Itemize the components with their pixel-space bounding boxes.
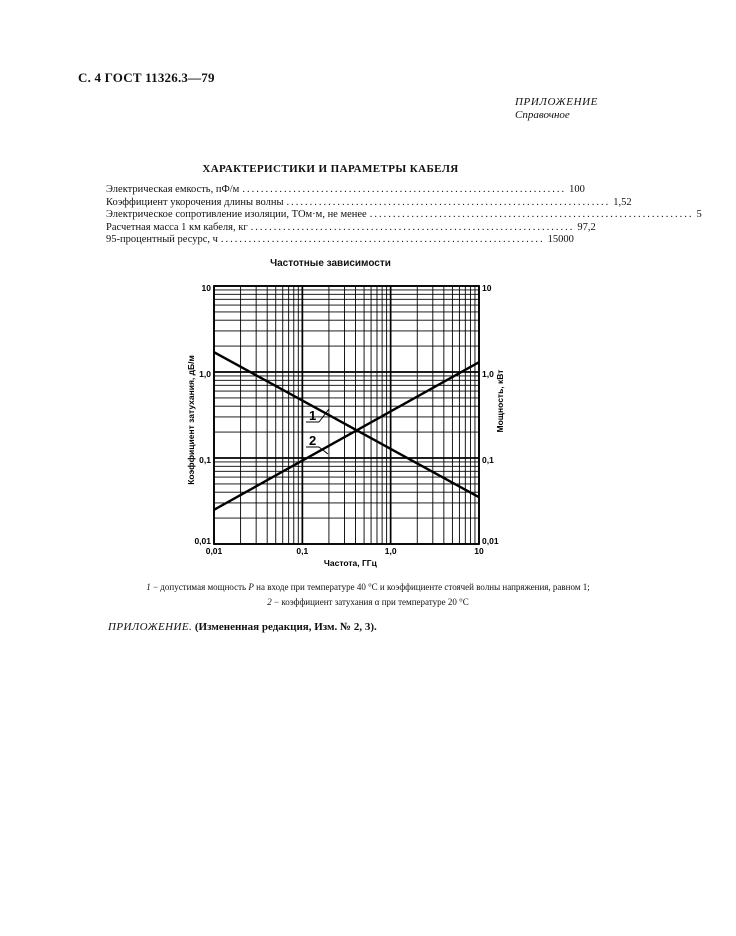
y-tick-label-left: 0,01 bbox=[194, 536, 211, 546]
parameter-label: Электрическая емкость, пФ/м bbox=[106, 184, 240, 195]
note-bold: (Измененная редакция, Изм. № 2, 3). bbox=[194, 621, 377, 633]
amendment-note bbox=[108, 621, 377, 633]
parameter-row bbox=[106, 184, 585, 197]
y-axis-label-left: Коэффициент затухания, дБ/м bbox=[186, 355, 196, 485]
figure-caption bbox=[100, 580, 636, 610]
parameter-value: 1,52 bbox=[613, 196, 632, 208]
series-label-1: 1 bbox=[309, 408, 317, 423]
appendix-title: ПРИЛОЖЕНИЕ bbox=[515, 96, 598, 108]
y-tick-label-right: 10 bbox=[482, 283, 492, 293]
page-header: С. 4 ГОСТ 11326.3—79 bbox=[78, 70, 215, 85]
y-tick-label-left: 1,0 bbox=[199, 369, 211, 379]
caption-item1-text-a: − допустимая мощность bbox=[150, 582, 249, 592]
parameter-label: Электрическое сопротивление изоляции, ТОм·м, не менее bbox=[106, 209, 367, 220]
x-tick-label: 10 bbox=[474, 546, 484, 556]
parameter-row bbox=[106, 196, 632, 210]
parameter-value: 15000 bbox=[547, 234, 574, 245]
y-tick-label-right: 1,0 bbox=[482, 369, 494, 379]
caption-item1-text-b: на входе при температуре 40 °С и коэффициенте стоячей волны напряжения, равном 1; bbox=[253, 582, 590, 592]
caption-item1-number: 1 bbox=[146, 582, 151, 592]
x-tick-label: 1,0 bbox=[384, 546, 397, 556]
series-label-2: 2 bbox=[309, 433, 317, 448]
parameter-row bbox=[106, 234, 574, 247]
series-line-1 bbox=[214, 352, 479, 497]
parameter-value: 97,2 bbox=[577, 221, 596, 233]
x-tick-label: 0,01 bbox=[205, 546, 223, 556]
parameter-row bbox=[106, 221, 596, 235]
dot-leader: ...................................................................... bbox=[369, 209, 694, 220]
series-line-2 bbox=[214, 362, 479, 510]
parameter-value: 5 bbox=[696, 209, 702, 220]
caption-item1-symbol: P bbox=[248, 582, 254, 592]
chart-title: Частотные зависимости bbox=[270, 258, 391, 269]
note-italic: ПРИЛОЖЕНИЕ. bbox=[108, 621, 193, 633]
caption-item2-number: 2 bbox=[267, 597, 272, 607]
y-axis-label-right: Мощность, кВт bbox=[495, 369, 505, 433]
y-tick-label-left: 0,1 bbox=[199, 455, 211, 465]
y-tick-label-right: 0,1 bbox=[482, 455, 494, 465]
dot-leader: ...................................................................... bbox=[220, 234, 545, 245]
caption-item2-text: − коэффициент затухания α при температуре 20 °С bbox=[271, 597, 469, 607]
y-tick-label-left: 10 bbox=[201, 283, 211, 293]
plot-frame bbox=[214, 286, 479, 544]
dot-leader: ...................................................................... bbox=[242, 184, 567, 195]
dot-leader: ...................................................................... bbox=[286, 196, 611, 208]
appendix-subtitle: Справочное bbox=[515, 109, 570, 121]
parameter-label: 95-процентный ресурс, ч bbox=[106, 234, 218, 245]
parameters-list bbox=[106, 184, 702, 247]
dot-leader: ...................................................................... bbox=[250, 221, 575, 233]
x-tick-label: 0,1 bbox=[296, 546, 309, 556]
parameter-label: Коэффициент укорочения длины волны bbox=[106, 196, 284, 208]
parameter-label: Расчетная масса 1 км кабеля, кг bbox=[106, 221, 248, 233]
section-title: ХАРАКТЕРИСТИКИ И ПАРАМЕТРЫ КАБЕЛЯ bbox=[202, 163, 459, 175]
parameter-value: 100 bbox=[569, 184, 585, 195]
x-axis-label: Частота, ГГц bbox=[323, 558, 377, 568]
frequency-chart bbox=[182, 276, 512, 576]
y-tick-label-right: 0,01 bbox=[482, 536, 499, 546]
parameter-row bbox=[106, 209, 702, 222]
appendix-block bbox=[515, 96, 598, 122]
